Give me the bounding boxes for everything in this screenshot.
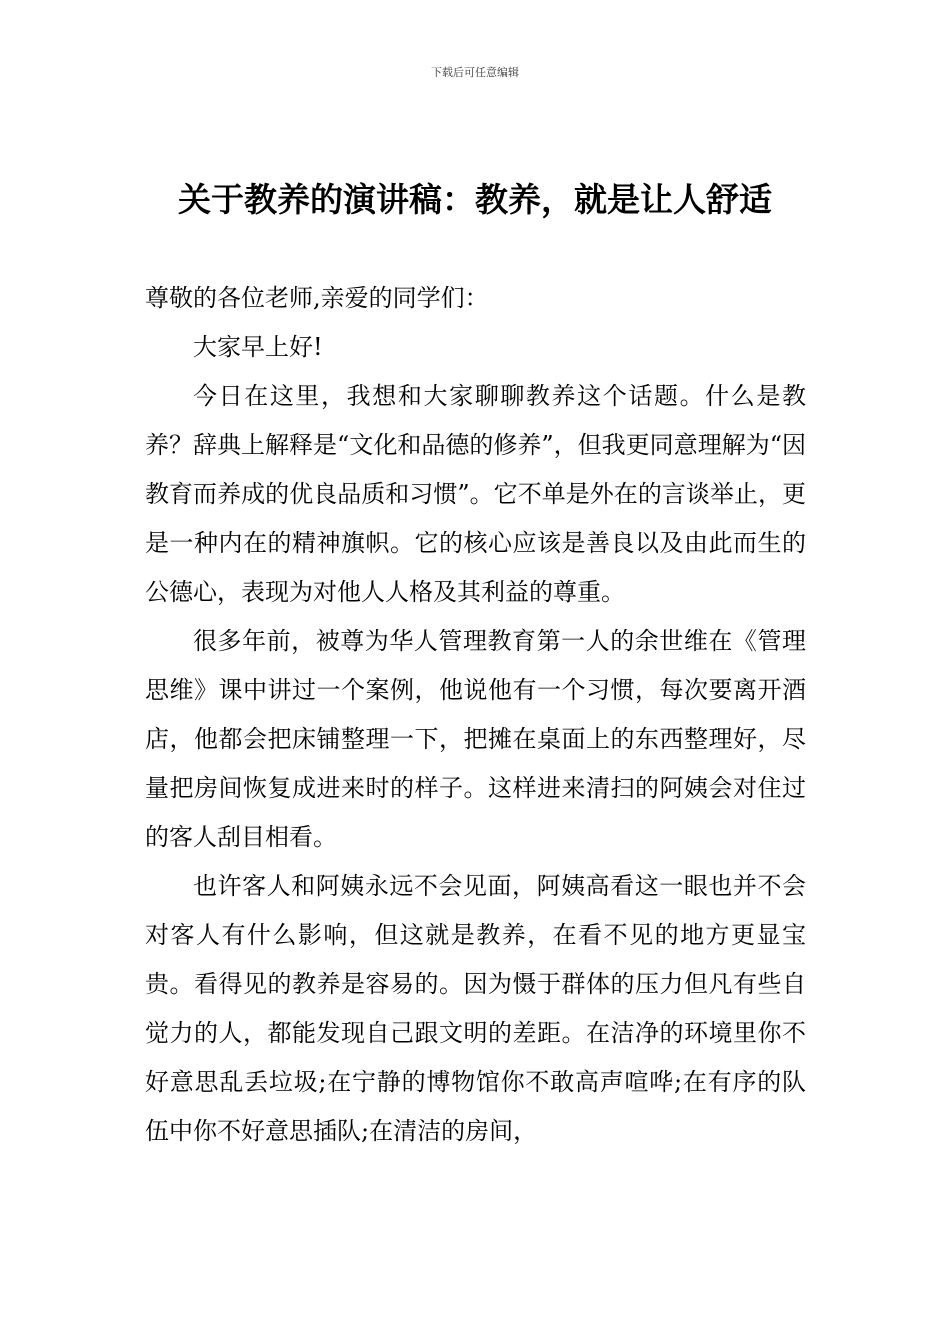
salutation: 尊敬的各位老师,亲爱的同学们： bbox=[145, 284, 489, 312]
paragraph-unseen-manners: 也许客人和阿姨永远不会见面，阿姨高看这一眼也并不会对客人有什么影响，但这就是教养，在看不见的地方更显宝贵。看得见的教养是容易的。因为慑于群体的压力但凡有些自觉力的人，都能发现自己跟文明的差距。在洁净的环境里你不好意思乱丢垃圾;在宁静的博物馆你不敢高声喧哗;在有序的队伍中你不好意思插队;在清洁的房间， bbox=[145, 872, 806, 1145]
document-body bbox=[145, 274, 806, 1156]
document-title: 关于教养的演讲稿：教养，就是让人舒适 bbox=[178, 180, 772, 219]
header-note: 下载后可任意编辑 bbox=[431, 66, 519, 79]
paragraph-definition: 今日在这里，我想和大家聊聊教养这个话题。什么是教养？辞典上解释是“文化和品德的修养”，但我更同意理解为“因教育而养成的优良品质和习惯”。它不单是外在的言谈举止，更是一种内在的精神旗帜。它的核心应该是善良以及由此而生的公德心，表现为对他人人格及其利益的尊重。 bbox=[145, 382, 806, 606]
paragraph-hotel-story: 很多年前，被尊为华人管理教育第一人的余世维在《管理思维》课中讲过一个案例，他说他有一个习惯，每次要离开酒店，他都会把床铺整理一下，把摊在桌面上的东西整理好，尽量把房间恢复成进来时的样子。这样进来清扫的阿姨会对住过的客人刮目相看。 bbox=[145, 627, 806, 851]
paragraph-greeting: 大家早上好! bbox=[193, 333, 323, 361]
